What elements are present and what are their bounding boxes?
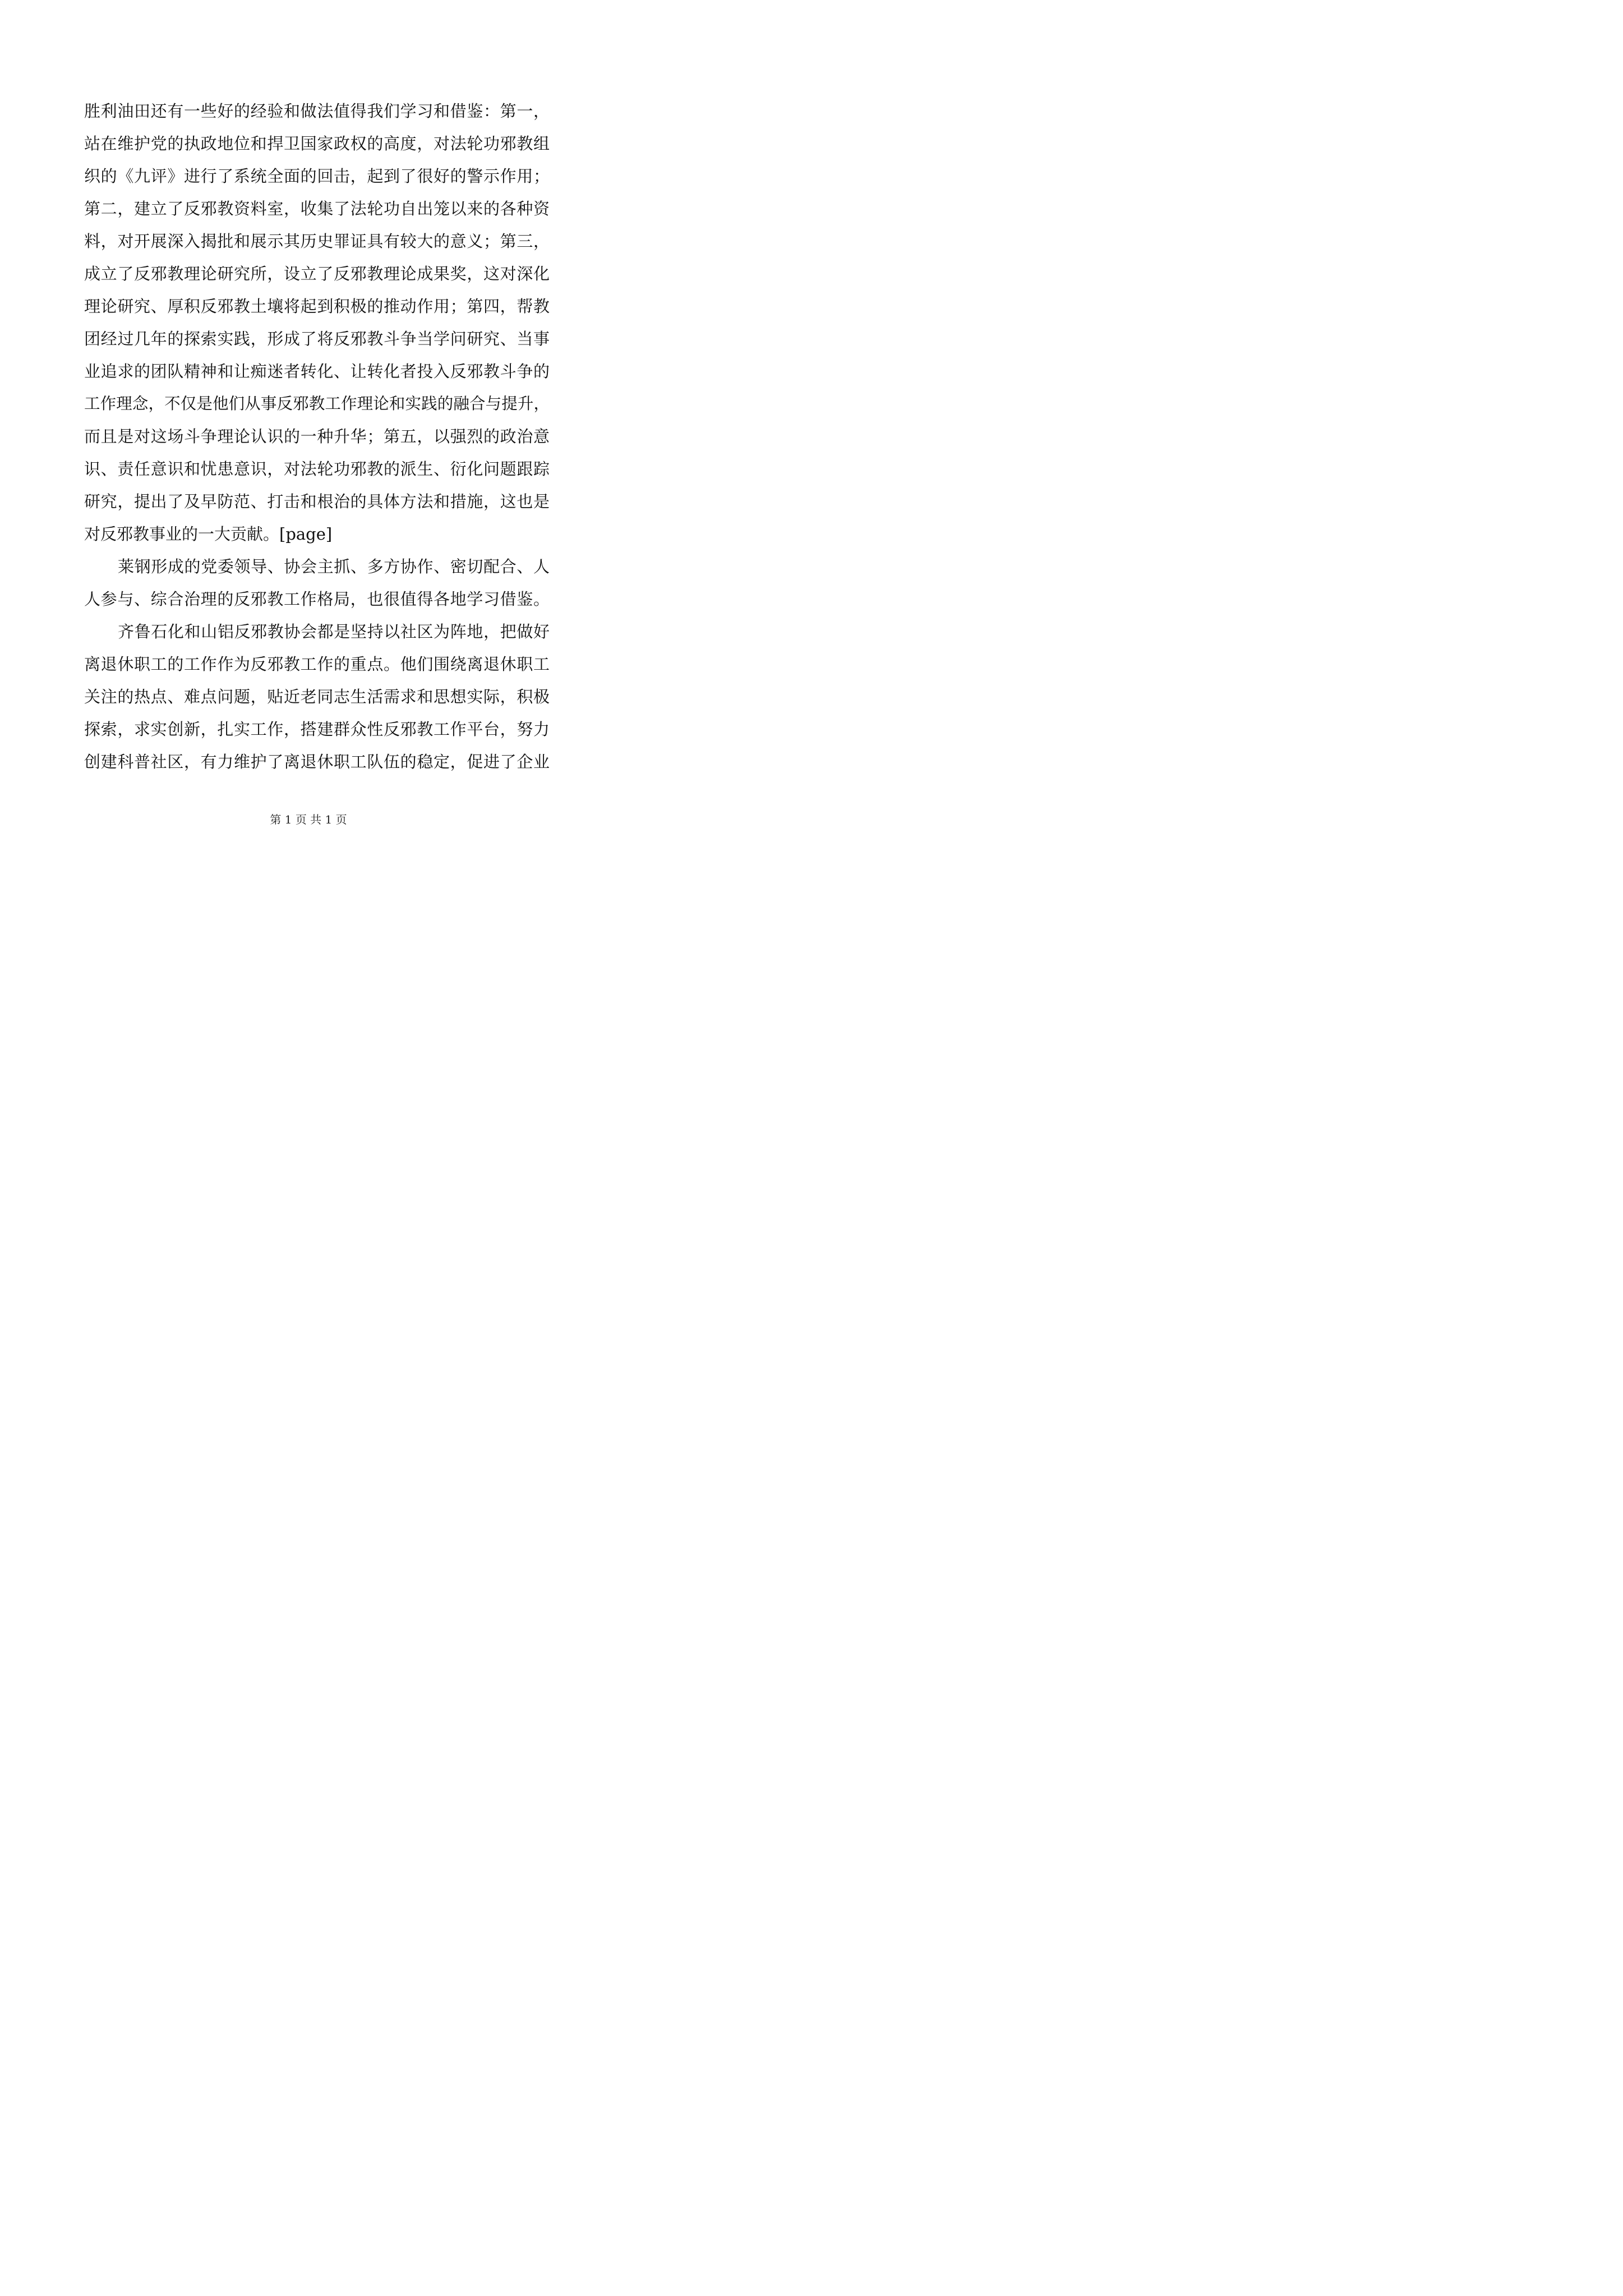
page-number-footer: 第 1 页 共 1 页 xyxy=(270,813,347,826)
text-line: 第二，建立了反邪教资料室，收集了法轮功自出笼以来的各种资 xyxy=(84,199,550,218)
text-line: 创建科普社区，有力维护了离退休职工队伍的稳定，促进了企业 xyxy=(84,752,550,771)
text-line: 识、责任意识和忧患意识，对法轮功邪教的派生、衍化问题跟踪 xyxy=(84,459,550,478)
text-line: 织的《九评》进行了系统全面的回击，起到了很好的警示作用； xyxy=(84,167,550,186)
text-line: 胜利油田还有一些好的经验和做法值得我们学习和借鉴：第一， xyxy=(84,102,550,121)
text-line: 业追求的团队精神和让痴迷者转化、让转化者投入反邪教斗争的 xyxy=(84,362,550,381)
text-line: 关注的热点、难点问题，贴近老同志生活需求和思想实际，积极 xyxy=(84,687,550,706)
text-line: 而且是对这场斗争理论认识的一种升华；第五，以强烈的政治意 xyxy=(84,427,550,446)
text-line: 离退休职工的工作作为反邪教工作的重点。他们围绕离退休职工 xyxy=(84,655,550,674)
text-line: 莱钢形成的党委领导、协会主抓、多方协作、密切配合、人 xyxy=(118,557,550,576)
text-line: 人参与、综合治理的反邪教工作格局，也很值得各地学习借鉴。 xyxy=(84,590,550,609)
text-line: 站在维护党的执政地位和捍卫国家政权的高度，对法轮功邪教组 xyxy=(84,134,550,153)
document-page xyxy=(0,0,617,872)
text-line: 探索，求实创新，扎实工作，搭建群众性反邪教工作平台，努力 xyxy=(84,720,550,739)
text-line: 理论研究、厚积反邪教土壤将起到积极的推动作用；第四，帮教 xyxy=(84,297,550,316)
text-line: 成立了反邪教理论研究所，设立了反邪教理论成果奖，这对深化 xyxy=(84,264,550,283)
text-line: 对反邪教事业的一大贡献。[page] xyxy=(84,524,333,544)
text-line: 齐鲁石化和山铝反邪教协会都是坚持以社区为阵地，把做好 xyxy=(118,622,550,641)
text-line: 工作理念，不仅是他们从事反邪教工作理论和实践的融合与提升， xyxy=(84,394,550,413)
text-line: 团经过几年的探索实践，形成了将反邪教斗争当学问研究、当事 xyxy=(84,329,550,348)
text-line: 研究，提出了及早防范、打击和根治的具体方法和措施，这也是 xyxy=(84,492,550,511)
text-line: 料，对开展深入揭批和展示其历史罪证具有较大的意义；第三， xyxy=(84,232,550,251)
